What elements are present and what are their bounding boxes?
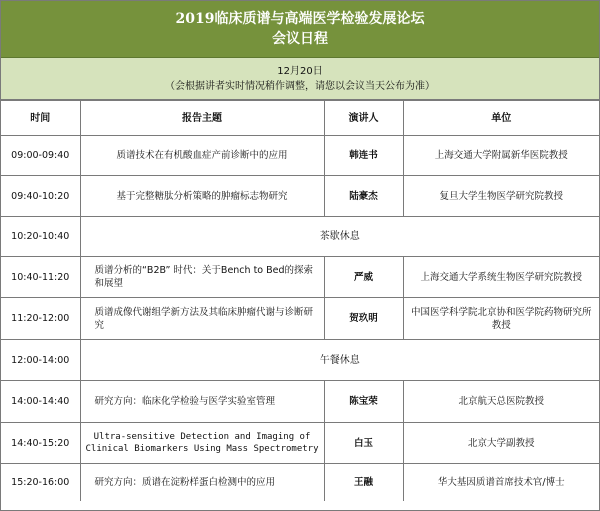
title-banner xyxy=(1,1,599,58)
cell-org: 北京大学副教授 xyxy=(403,423,599,464)
cell-speaker: 王融 xyxy=(324,464,403,501)
table-row xyxy=(1,176,599,217)
break-row xyxy=(1,217,599,257)
cell-org: 北京航天总医院教授 xyxy=(403,381,599,423)
agenda-subtitle: 会议日程 xyxy=(272,31,328,47)
schedule-note: （会根据讲者实时情况稍作调整，请您以会议当天公布为准） xyxy=(165,80,435,92)
cell-org: 上海交通大学系统生物医学研究院教授 xyxy=(403,257,599,298)
cell-topic: 质谱成像代谢组学新方法及其临床肿瘤代谢与诊断研究 xyxy=(80,298,324,340)
cell-speaker: 贺玖明 xyxy=(324,298,403,340)
table-row xyxy=(1,381,599,423)
cell-org: 中国医学科学院北京协和医学院药物研究所教授 xyxy=(403,298,599,340)
agenda-table xyxy=(1,100,599,501)
cell-time: 12:00-14:00 xyxy=(1,340,80,381)
column-header-org: 单位 xyxy=(403,101,599,136)
table-header-row xyxy=(1,101,599,136)
cell-time: 10:20-10:40 xyxy=(1,217,80,257)
column-header-speaker: 演讲人 xyxy=(324,101,403,136)
break-row xyxy=(1,340,599,381)
cell-speaker: 严威 xyxy=(324,257,403,298)
cell-org: 复旦大学生物医学研究院教授 xyxy=(403,176,599,217)
cell-speaker: 陆豪杰 xyxy=(324,176,403,217)
cell-break: 茶歇休息 xyxy=(80,217,599,257)
table-row xyxy=(1,464,599,501)
date-banner xyxy=(1,58,599,100)
cell-topic: 基于完整糖肽分析策略的肿瘤标志物研究 xyxy=(80,176,324,217)
cell-time: 14:40-15:20 xyxy=(1,423,80,464)
forum-title: 2019临床质谱与高端医学检验发展论坛 xyxy=(175,11,425,27)
cell-speaker: 白玉 xyxy=(324,423,403,464)
table-row xyxy=(1,257,599,298)
column-header-time: 时间 xyxy=(1,101,80,136)
cell-org: 上海交通大学附属新华医院教授 xyxy=(403,136,599,176)
table-row xyxy=(1,423,599,464)
cell-speaker: 韩连书 xyxy=(324,136,403,176)
table-row xyxy=(1,298,599,340)
cell-time: 09:40-10:20 xyxy=(1,176,80,217)
cell-speaker: 陈宝荣 xyxy=(324,381,403,423)
cell-topic: 研究方向：临床化学检验与医学实验室管理 xyxy=(80,381,324,423)
cell-topic: 质谱分析的“B2B” 时代：关于Bench to Bed的探索和展望 xyxy=(80,257,324,298)
cell-time: 15:20-16:00 xyxy=(1,464,80,501)
cell-topic: Ultra-sensitive Detection and Imaging of Clinical Biomarkers Using Mass Spectrometry xyxy=(80,423,324,464)
cell-time: 09:00-09:40 xyxy=(1,136,80,176)
cell-time: 11:20-12:00 xyxy=(1,298,80,340)
cell-org: 华大基因质谱首席技术官/博士 xyxy=(403,464,599,501)
column-header-topic: 报告主题 xyxy=(80,101,324,136)
agenda-rows xyxy=(1,136,599,501)
cell-topic: 质谱技术在有机酸血症产前诊断中的应用 xyxy=(80,136,324,176)
cell-topic: 研究方向：质谱在淀粉样蛋白检测中的应用 xyxy=(80,464,324,501)
agenda-date: 12月20日 xyxy=(277,65,323,77)
cell-time: 10:40-11:20 xyxy=(1,257,80,298)
table-row xyxy=(1,136,599,176)
cell-time: 14:00-14:40 xyxy=(1,381,80,423)
cell-break: 午餐休息 xyxy=(80,340,599,381)
